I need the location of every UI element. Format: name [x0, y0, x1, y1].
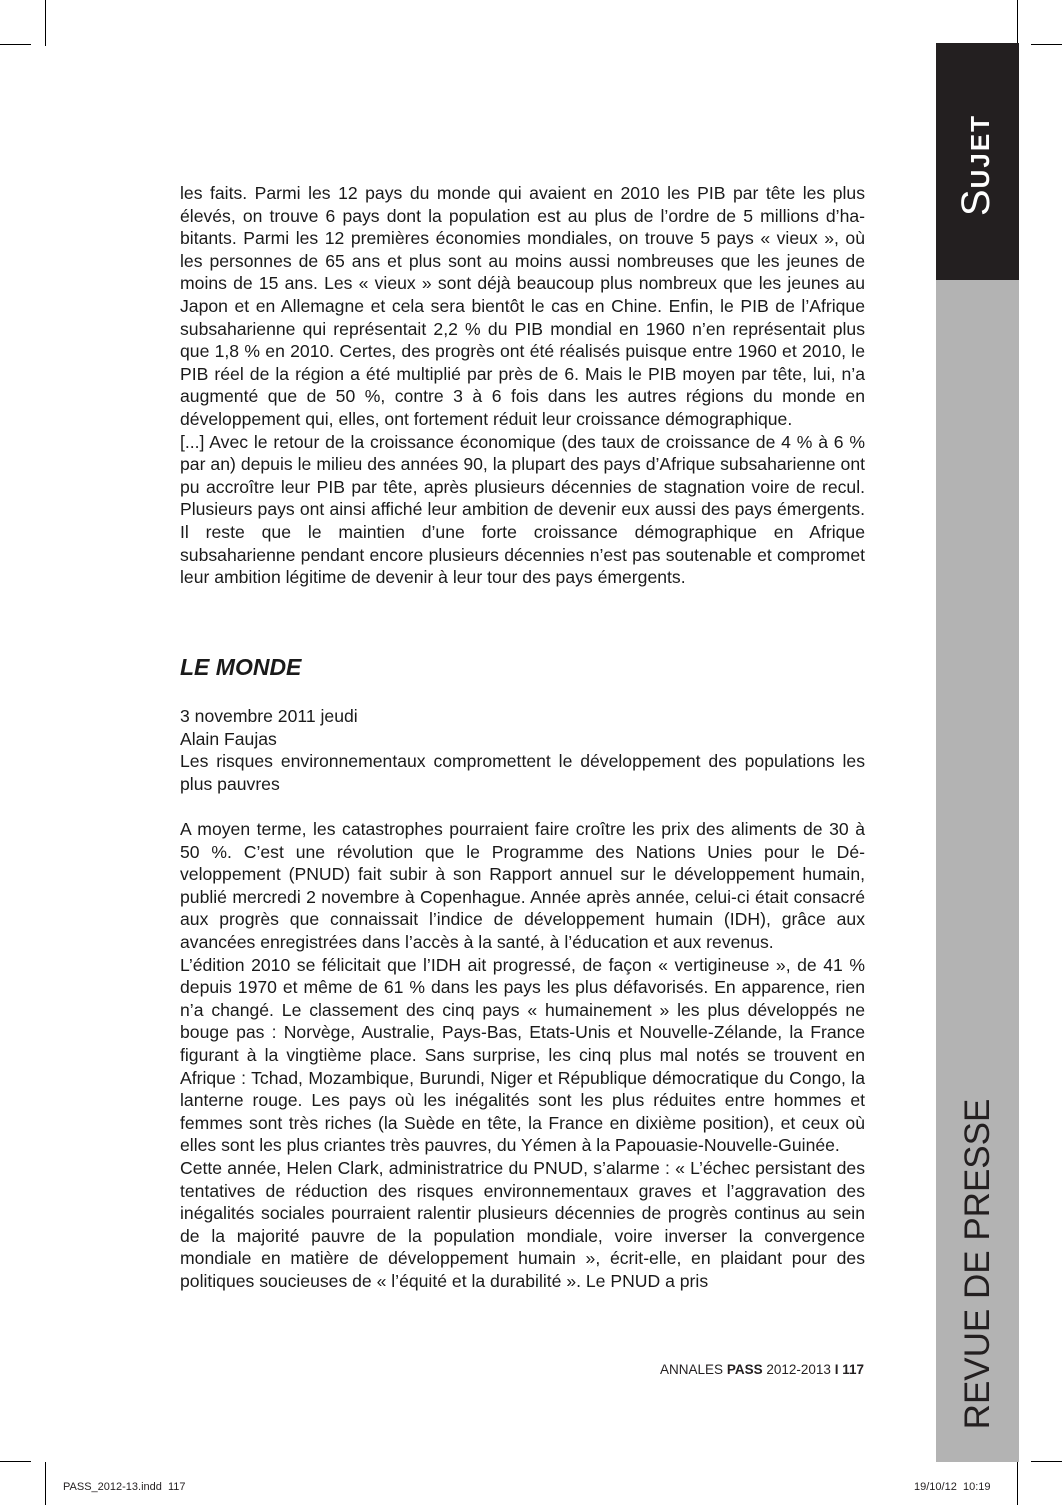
article-date: 3 novembre 2011 jeudi — [180, 706, 358, 726]
crop-mark — [0, 1461, 31, 1462]
slug-file — [63, 1481, 186, 1493]
article-author: Alain Faujas — [180, 728, 277, 749]
crop-mark — [1031, 1461, 1062, 1462]
article-meta — [180, 705, 865, 795]
paragraph: A moyen terme, les catastrophes pourraient faire croître les prix des aliments de 30 à 50 %. C’est une révolution que le Programme des Nations Unies pour le Développement (PNUD) fait subir à son Rapport annuel sur le développement humain, publié mercredi 2 novembre à Copenhague. Année après année, celui-ci était consacré aux progrès que connaissait l’indice de développement humain (IDH), grâce aux avancées enregistrées dans l’accès à la santé, à l’éducation et aux revenus. — [180, 819, 865, 952]
slug-date: 19/10/12 — [914, 1481, 957, 1493]
page-footer — [560, 1361, 864, 1379]
article-title: Les risques environnementaux compromettent le développement des populations les plus pauvres — [180, 751, 865, 794]
article-body — [180, 818, 865, 1292]
slug-filename: PASS_2012-13.indd — [63, 1481, 162, 1493]
slug-file-page: 117 — [168, 1481, 186, 1493]
footer-brand: PASS — [726, 1362, 763, 1377]
slug-datetime — [914, 1481, 990, 1493]
section-label: SUJET — [954, 113, 998, 217]
footer-series: ANNALES — [660, 1362, 724, 1377]
crop-mark — [1017, 0, 1018, 46]
crop-mark — [45, 1462, 46, 1505]
category-label: REVUE DE PRESSE — [958, 1098, 997, 1430]
footer-separator: I — [834, 1362, 839, 1377]
crop-mark — [45, 0, 46, 46]
crop-mark — [1031, 44, 1062, 45]
slug-time: 10:19 — [962, 1481, 991, 1493]
paragraph: les faits. Parmi les 12 pays du monde qui avaient en 2010 les PIB par tête les plus élevés, on trouve 6 pays dont la population est au plus de l’ordre de 5 millions d’habitants. Parmi les 12 premières économies mondiales, on trouve 5 pays « vieux », où les personnes de 65 ans et plus sont au moins aussi nombreuses que les jeunes de moins de 15 ans. Les « vieux » sont déjà beaucoup plus nombreux que les jeunes au Japon et en Allemagne et cela sera bientôt le cas en Chine. Enfin, le PIB de l’Afrique subsaharienne qui représentait 2,2 % du PIB mondial en 1960 n’en représentait plus que 1,8 % en 2010. Certes, des progrès ont été réalisés puisque entre 1960 et 2010, le PIB réel de la région a été multiplié par près de 6. Mais le PIB moyen par tête, lui, n’a augmenté que de 50 %, contre 3 à 6 fois dans les autres régions du monde en développement qui, elles, ont fortement réduit leur croissance démographique. — [180, 183, 865, 429]
crop-mark — [1017, 1462, 1018, 1505]
footer-years: 2012-2013 — [766, 1362, 831, 1377]
paragraph: [...] Avec le retour de la croissance économique (des taux de croissance de 4 % à 6 % par an) depuis le milieu des années 90, la plupart des pays d’Afrique subsaharienne ont pu accroître leur PIB par tête, après plusieurs décennies de stagnation voire de recul. Plusieurs pays ont ainsi affiché leur ambition de devenir eux aussi des pays émergents. Il reste que le maintien d’une forte croissance démographique en Afrique subsaharienne pendant encore plusieurs décennies n’est pas soutenable et compromet leur ambition légitime de devenir à leur tour des pays émergents. — [180, 431, 865, 588]
paragraph: L’édition 2010 se félicitait que l’IDH ait progressé, de façon « vertigineuse », de 41 % depuis 1970 et même de 61 % dans les pays les plus défavorisés. En apparence, rien n’a changé. Le classement des cinq pays « humainement » les plus développés ne bouge pas : Norvège, Australie, Pays-Bas, Etats-Unis et Nouvelle-Zélande, la France figurant à la vingtième place. Sans surprise, les cinq plus mal notés se trouvent en Afrique : Tchad, Mozambique, Burundi, Niger et République démocratique du Congo, la lanterne rouge. Les pays où les inégalités sont les plus réduites entre hommes et femmes sont très riches (la Suède en tête, la France en dixième position), et ceux où elles sont les plus criantes très pauvres, du Yémen à la Papouasie-Nouvelle-Guinée. — [180, 954, 865, 1156]
crop-mark — [0, 44, 31, 45]
article-continued — [180, 182, 865, 589]
page-number: 117 — [842, 1362, 864, 1377]
paragraph: Cette année, Helen Clark, administratrice du PNUD, s’alarme : « L’échec persistant des tentatives de réduction des risques environnementaux graves et l’aggravation des inégalités sociales pourraient ralentir plusieurs décennies de progrès continus au sein de la majorité pauvre de la population mondiale, voire inverser la convergence mondiale en matière de développement humain », écrit-elle, en plaidant pour des politiques soucieuses de « l’équité et la durabilité ». Le PNUD a pris — [180, 1157, 865, 1291]
source-heading: LE MONDE — [180, 654, 302, 680]
